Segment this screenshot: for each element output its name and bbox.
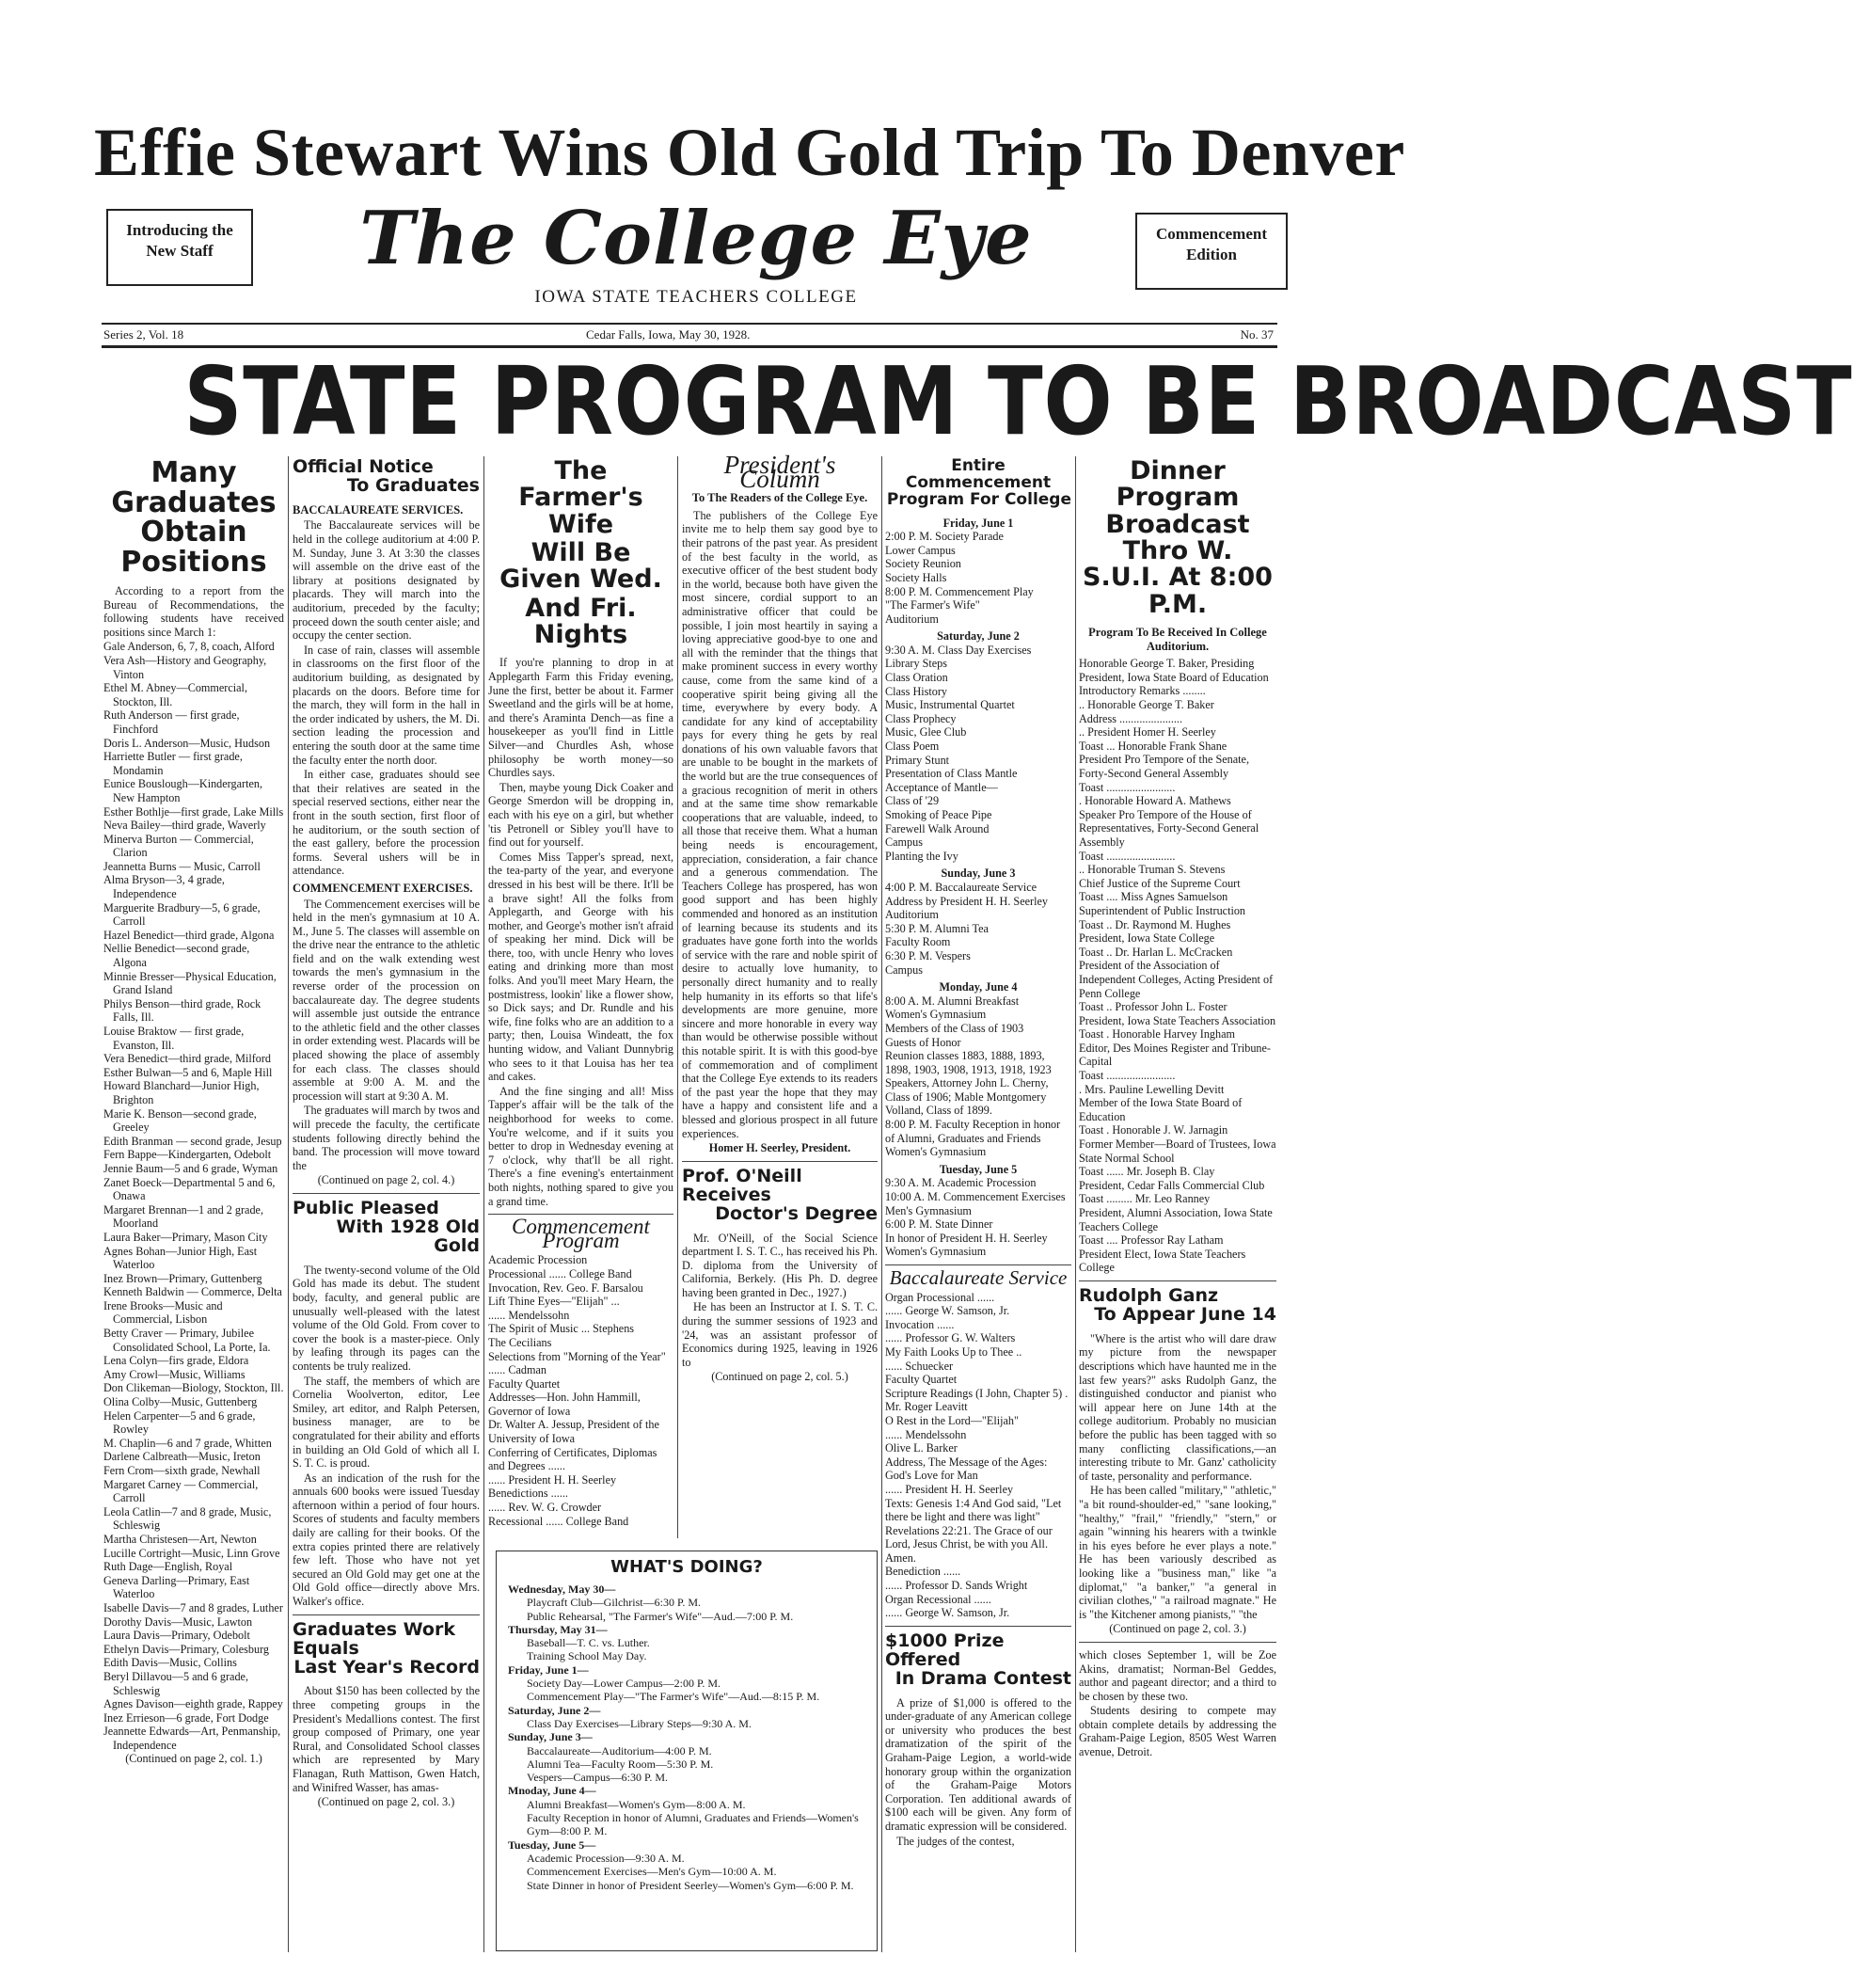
column-rule [881, 456, 882, 1952]
schedule-day: Saturday, June 2 [937, 629, 1020, 644]
graduate-placement: Don Clikeman—Biology, Stockton, Ill. [103, 1381, 284, 1395]
graduate-placement: Esther Bothlje—first grade, Lake Mills [103, 804, 284, 819]
ganz-paragraph: "Where is the artist who will dare draw my picture from the newspaper descriptions which have haunted me in the last few years?" asks Rudolph Ganz, the distinguished conductor and pianist who will appear here on June 14th at the college auditorium. Probably no musician before the public has been tagged with so many conflicting classifications,—an interesting tribute to Mr. Ganz' catholicity of taste, personality and performance. [1079, 1331, 1276, 1483]
schedule-line: Class of '29 [885, 794, 940, 808]
whats-doing-day: Mnoday, June 4— [508, 1784, 596, 1798]
baccalaureate-line: Invocation ...... [885, 1317, 955, 1331]
program-line: Recessional ...... College Band [488, 1514, 629, 1528]
schedule-line: 6:30 P. M. Vespers [885, 948, 971, 962]
column-graduates [103, 456, 284, 1962]
baccalaureate-line: Organ Recessional ...... [885, 1592, 991, 1606]
schedule-line: "The Farmer's Wife" [885, 598, 980, 612]
dinner-program-line: President, Cedar Falls Commercial Club [1079, 1178, 1265, 1192]
drama-contest-headline-a: $1000 Prize Offered [885, 1630, 1005, 1670]
dinner-program-line: President Elect, Iowa State Teachers College [1079, 1247, 1246, 1275]
baccalaureate-line: ...... Professor D. Sands Wright [885, 1579, 1028, 1593]
drama-contest-headline-b: In Drama Contest [895, 1667, 1071, 1689]
whats-doing-event: Baseball—T. C. vs. Luther. [527, 1636, 650, 1650]
dinner-program-line: Toast .. Professor John L. Foster [1079, 1000, 1227, 1014]
graduate-placement: Eunice Bouslough—Kindergarten, New Hampton [103, 777, 263, 804]
graduate-placement: Ruth Dage—English, Royal [103, 1560, 233, 1574]
schedule-line: Library Steps [885, 657, 948, 671]
graduate-placement: Louise Braktow — first grade, Evanston, Ill. [103, 1025, 245, 1052]
baccalaureate-line: O Rest in the Lord—"Elijah" [885, 1413, 1019, 1427]
graduate-placement: Alma Bryson—3, 4 grade, Independence [103, 873, 225, 901]
dateline-bar [102, 323, 1277, 348]
dinner-program-line: Speaker Pro Tempore of the House of Representatives, Forty-Second General Assembly [1079, 807, 1259, 849]
schedule-line: Music, Glee Club [885, 725, 967, 740]
graduate-placement: Olina Colby—Music, Guttenberg [103, 1395, 258, 1409]
column-presidents [682, 451, 878, 1538]
program-line: Benedictions ...... [488, 1487, 568, 1501]
whats-doing-event: State Dinner in honor of President Seerley—Women's Gym—6:00 P. M. [527, 1878, 854, 1892]
dinner-program-line: Toast . Honorable Harvey Ingham [1079, 1027, 1235, 1042]
graduate-placement: Agnes Bohan—Junior High, East Waterloo [103, 1244, 258, 1272]
graduate-placement: Vera Ash—History and Geography, Vinton [103, 653, 267, 681]
dinner-program-line: President, Alumni Association, Iowa State Teachers College [1079, 1206, 1273, 1233]
drama-contest-paragraph: A prize of $1,000 is offered to the under-graduate of any American college or university who produces the best dramatization of the spirit of the Graham-Paige Legion, a world-wide honorary group within the organization of the Graham-Paige Motors Corporation. Ten additional awards of $100 each will be given. Any form of dramatic expression will be considered. [885, 1695, 1071, 1833]
schedule-list [885, 517, 1071, 1259]
program-line: Faculty Quartet [488, 1376, 561, 1391]
drama-contest-paragraph: The judges of the contest, [896, 1834, 1015, 1848]
schedule-line: Farewell Walk Around [885, 821, 990, 835]
commencement-program-list [488, 1253, 673, 1528]
ganz-headline-b: To Appear June 14 [1094, 1303, 1276, 1325]
oneill-paragraph: Mr. O'Neill, of the Social Science department I. S. T. C., has received his Ph. D. diploma from the University of California, Berkely. (His Ph. D. degree having been granted in Dec., 1927.) [682, 1231, 878, 1299]
dinner-program-line: Member of the Iowa State Board of Education [1079, 1096, 1243, 1123]
schedule-day: Sunday, June 3 [941, 867, 1016, 881]
dinner-program-line: Chief Justice of the Supreme Court [1079, 876, 1241, 890]
schedule-line: Campus [885, 962, 923, 977]
schedule-line: 6:00 P. M. State Dinner [885, 1217, 993, 1232]
graduate-placement: Helen Carpenter—5 and 6 grade, Rowley [103, 1408, 256, 1437]
schedule-headline-b: Program For College [886, 489, 1071, 509]
work-record-headline-b: Last Year's Record [293, 1656, 480, 1678]
schedule-line: Reunion classes 1883, 1888, 1893, 1898, 1903, 1908, 1913, 1918, 1923 [885, 1049, 1052, 1076]
baccalaureate-line: Faculty Quartet [885, 1373, 958, 1387]
graduate-placement: Beryl Dillavou—5 and 6 grade, Schleswig [103, 1669, 248, 1697]
schedule-line: Auditorium [885, 612, 939, 626]
dinner-program-line: Superintendent of Public Instruction [1079, 903, 1246, 917]
graduate-placement: Laura Davis—Primary, Odebolt [103, 1629, 250, 1643]
dinner-program-line: .. Honorable George T. Baker [1079, 698, 1214, 712]
notice-paragraph: The Baccalaureate services will be held in the college auditorium at 4:00 P. M. Sunday, June 3. At 3:30 the classes will assemble on the drive east of the library at positions designated by placards. They will march into the auditorium, preceded by the faculty; proceed down the south center aisle; and occupy the center section. [293, 518, 480, 643]
top-headline: Effie Stewart Wins Old Gold Trip To Denver [94, 115, 1405, 190]
baccalaureate-line: My Faith Looks Up to Thee .. [885, 1344, 1022, 1359]
program-line: Addresses—Hon. John Hammill, Governor of Iowa [488, 1391, 641, 1418]
graduate-placement: Minnie Bresser—Physical Education, Grand Island [103, 969, 277, 997]
graduate-placement: Hazel Benedict—third grade, Algona [103, 928, 275, 942]
program-line: Dr. Walter A. Jessup, President of the University of Iowa [488, 1418, 659, 1446]
graduate-placement: Fern Bappe—Kindergarten, Odebolt [103, 1148, 272, 1162]
graduate-placement: Marguerite Bradbury—5, 6 grade, Carroll [103, 900, 261, 929]
divider [1079, 1642, 1276, 1643]
baccalaureate-line: Texts: Genesis 1:4 And God said, "Let there be light and there was light" [885, 1496, 1062, 1524]
graduate-placement: Zanet Boeck—Departmental 5 and 6, Onawa [103, 1175, 276, 1203]
schedule-line: Class Prophecy [885, 711, 957, 725]
program-line: ...... Rev. W. G. Crowder [488, 1501, 602, 1515]
schedule-day: Friday, June 1 [942, 516, 1014, 530]
baccalaureate-line: Revelations 22:21. The Grace of our Lord, Jesus Christ, be with you All. Amen. [885, 1523, 1053, 1565]
graduate-placement: Harriette Butler — first grade, Mondamin [103, 750, 243, 777]
graduate-placement: Inez Brown—Primary, Guttenberg [103, 1271, 262, 1285]
drama-contest-cont-paragraph: Students desiring to compete may obtain complete details by addressing the Graham-Paige Legion, 8505 West Warren avenue, Detroit. [1079, 1704, 1276, 1759]
schedule-line: Women's Gymnasium [885, 1145, 987, 1159]
program-line: Lift Thine Eyes—"Elijah" ... [488, 1295, 620, 1309]
schedule-day: Monday, June 4 [939, 980, 1018, 994]
schedule-line: Society Reunion [885, 557, 961, 571]
program-line: The Cecilians [488, 1335, 552, 1349]
program-line: ...... Mendelssohn [488, 1308, 570, 1322]
dinner-program-line: Toast ......... Mr. Leo Ranney [1079, 1192, 1211, 1206]
schedule-line: Primary Stunt [885, 753, 950, 767]
column-rule [1075, 456, 1076, 1952]
baccalaureate-service-list [885, 1291, 1071, 1620]
baccalaureate-service-headline: Baccalaureate Service [889, 1266, 1068, 1289]
graduate-placement: Howard Blanchard—Junior High, Brighton [103, 1079, 260, 1106]
schedule-line: Class History [885, 684, 948, 698]
farmers-wife-headline-a: The Farmer's Wife [518, 456, 643, 539]
whats-doing-event: Training School May Day. [527, 1649, 647, 1663]
notice-continued: (Continued on page 2, col. 4.) [317, 1173, 455, 1187]
dinner-headline-c: S.U.I. At 8:00 P.M. [1083, 563, 1273, 619]
whats-doing-event: Baccalaureate—Auditorium—4:00 P. M. [527, 1743, 712, 1757]
column-rule [483, 456, 484, 1952]
farmers-wife-paragraph: Then, maybe young Dick Coaker and George Smerdon will be dropping in, each with his eye on a girl, but whether 'tis Petronell or Sibley you'll have to find out for yourself. [488, 780, 673, 850]
graduate-placement: Minerva Burton — Commercial, Clarion [103, 832, 254, 860]
dinner-program-line: .. Honorable Truman S. Stevens [1079, 863, 1226, 877]
baccalaureate-line: Address, The Message of the Ages: God's Love for Man [885, 1455, 1048, 1483]
graduate-placement: Laura Baker—Primary, Mason City [103, 1230, 268, 1244]
baccalaureate-line: Scripture Readings (I John, Chapter 5) . Mr. Roger Leavitt [885, 1386, 1069, 1414]
whats-doing-event: Commencement Exercises—Men's Gym—10:00 A. M. [527, 1865, 777, 1879]
graduate-placement: Doris L. Anderson—Music, Hudson [103, 736, 271, 750]
dinner-program-line: Address ...................... [1079, 711, 1183, 725]
column-official-notice [293, 456, 480, 1962]
old-gold-paragraph: As an indication of the rush for the annuals 600 books were issued Tuesday afternoon within a period of four hours. Scores of students and faculty members daily are calling for their books. Of the extra copies printed there are relatively few left. Those who have not yet secured an Old Gold may get one at the Old Gold office—directly above Mrs. Walker's office. [293, 1471, 480, 1609]
dinner-program-line: Toast ... Honorable Frank Shane [1079, 739, 1227, 753]
graduate-placement: Geneva Darling—Primary, East Waterloo [103, 1573, 250, 1601]
dinner-program-line: Toast ........................ [1079, 780, 1176, 794]
graduate-placement: Inez Errieson—6 grade, Fort Dodge [103, 1710, 269, 1725]
whats-doing-day: Friday, June 1— [508, 1662, 589, 1677]
schedule-line: 5:30 P. M. Alumni Tea [885, 921, 989, 935]
graduate-placement: Gale Anderson, 6, 7, 8, coach, Alford [103, 640, 275, 654]
schedule-line: 9:30 A. M. Academic Procession [885, 1176, 1037, 1190]
presidents-column-to: To The Readers of the College Eye. [691, 491, 868, 505]
whats-doing-day: Wednesday, May 30— [508, 1582, 616, 1596]
old-gold-paragraph: The staff, the members of which are Cornelia Woolverton, editor, Lee Smiley, art editor, and Ralph Petersen, business manager, are to be congratulated for their ability and efforts in building an Old Gold of which all I. S. T. C. is proud. [293, 1374, 480, 1471]
ear-left-box: Introducing the New Staff [106, 209, 253, 286]
graduate-placement: Ruth Anderson — first grade, Finchford [103, 708, 240, 736]
dinner-program-list [1079, 657, 1276, 1275]
whats-doing-event: Alumni Breakfast—Women's Gym—8:00 A. M. [527, 1797, 746, 1811]
column-rule [288, 456, 289, 1952]
commencement-program-headline: Commencement Program [512, 1215, 650, 1252]
schedule-line: Class Poem [885, 740, 940, 754]
graduate-placement: Fern Crom—sixth grade, Newhall [103, 1464, 261, 1477]
graduate-placement: Lena Colyn—firs grade, Eldora [103, 1354, 249, 1368]
schedule-day: Tuesday, June 5 [939, 1162, 1018, 1176]
graduates-headline: Many Graduates Obtain Positions [111, 456, 277, 579]
schedule-line: Address by President H. H. Seerley [885, 894, 1048, 908]
graduate-placement: Philys Benson—third grade, Rock Falls, Ill. [103, 996, 261, 1025]
presidents-column-headline: President's Column [723, 451, 836, 493]
divider [885, 1264, 1071, 1265]
baccalaureate-subhead: BACCALAUREATE SERVICES. [293, 502, 464, 517]
dinner-program-line: President, Iowa State Teachers Association [1079, 1013, 1276, 1027]
schedule-line: 2:00 P. M. Society Parade [885, 530, 1004, 544]
banner-headline: STATE PROGRAM TO BE BROADCAST [183, 346, 1853, 456]
dinner-program-line: . Mrs. Pauline Lewelling Devitt [1079, 1082, 1225, 1096]
old-gold-headline-a: Public Pleased [293, 1197, 439, 1218]
dinner-program-line: Introductory Remarks ........ [1079, 684, 1206, 698]
graduates-intro: According to a report from the Bureau of Recommendations, the following students have received positions since March 1: [103, 584, 284, 639]
dinner-program-line: Toast .. Dr. Raymond M. Hughes [1079, 917, 1231, 931]
baccalaureate-line: ...... Professor G. W. Walters [885, 1331, 1016, 1345]
graduates-continued: (Continued on page 2, col. 1.) [125, 1752, 262, 1766]
farmers-wife-paragraph: If you're planning to drop in at Applegarth Farm this Friday evening, June the first, better be about it. Farmer Sweetland and the girls will be at home, and there's Araminta Dench—as fine a housekeeper as you'll find in Little Silver—and Churdles Ash, whose philosophy be worth money—so Churdles says. [488, 656, 673, 780]
column-commencement-schedule [885, 456, 1071, 1962]
notice-paragraph: The graduates will march by twos and will precede the faculty, the certificate students following directly behind the band. The procession will move toward the [293, 1104, 480, 1172]
whats-doing-event: Society Day—Lower Campus—2:00 P. M. [527, 1677, 721, 1691]
divider [885, 1626, 1071, 1627]
dinner-headline-a: Dinner Program [1116, 456, 1240, 513]
schedule-line: Music, Instrumental Quartet [885, 698, 1015, 712]
issue-date: Cedar Falls, Iowa, May 30, 1928. [586, 327, 751, 342]
divider [293, 1193, 480, 1194]
series-volume: Series 2, Vol. 18 [103, 327, 184, 342]
column-farmers-wife [488, 456, 673, 1538]
dinner-program-line: Toast ...... Mr. Joseph B. Clay [1079, 1165, 1215, 1179]
schedule-line: Smoking of Peace Pipe [885, 808, 992, 821]
baccalaureate-line: ...... Mendelssohn [885, 1427, 967, 1441]
whats-doing-day: Saturday, June 2— [508, 1703, 601, 1717]
program-line: Conferring of Certificates, Diplomas and Degrees ...... [488, 1445, 657, 1473]
graduate-placement: Lucille Cortright—Music, Linn Grove [103, 1546, 280, 1560]
whats-doing-list [497, 1582, 877, 1892]
schedule-line: 4:00 P. M. Baccalaureate Service [885, 880, 1037, 894]
schedule-line: Men's Gymnasium [885, 1203, 972, 1217]
presidents-column-paragraph: The publishers of the College Eye invite me to help them say good bye to their patrons of the past year. As president of the best faculty in the world, as executive officer of the best student body in the world, because both have given the most sincere, cordial support to an administrative officer that could be possible, I join most heartily in saying a loving appreciative good-bye to one and all with the reminder that the things that make prominent success in every worthy cause, come from the same kind of a cooperative spirit being giving all the time, everywhere by every body. A candidate for any kind of acceptability pays for every thing he gets by real donations of his own valuable favors that are unable to be bought in the markets of the world but are the true consequences of a gracious recognition of merit in others and at the same time show remarkable cooperations that are valuable, indeed, to all those that receive them. What a human being needs is encouragement, appreciation, consideration, a fair chance and a generous commendation. The Teachers College has prospered, has won good support and has been highly commended and honored as an institution of learning because its students and its graduates have gone forth into the worlds of service with the rare and noble spirit of desire to actually love humanity, to personally direct humanity and to really help humanity in its efforts so that life's developments are more genuine, more sincere and more honorable in every way than would be otherwise possible without this notable spirit. It is with this good-bye of commemoration and of compliment that the College Eye extends to its readers of the past year the hope that they may have a happy and consistent life and a blessed and glorious prospect in all future experiences. [682, 508, 878, 1140]
schedule-line: Guests of Honor [885, 1035, 961, 1049]
farmers-wife-paragraph: Comes Miss Tapper's spread, next, the tea-party of the year, and everyone dressed in his best will be there. It'll be a brave sight! All the folks from Applegarth, and George with his mother, and George's mother isn't afraid of speaking her mind. Dick will be there, too, with uncle Henry who loves eating and drinking more than most folks. And you'll meet Mary Hearn, the postmistress, lookin' like a flower show, so Dick says; and Dr. Rundle and his wife, fine folks who are an addition to a party; then, Louisa Windeatt, the fox hunting widow, and Valiant Dunnybrig who sees to it that Louisa has her tea and cakes. [488, 850, 673, 1084]
schedule-line: Planting the Ivy [885, 849, 958, 863]
graduate-placement: Ethel M. Abney—Commercial, Stockton, Ill. [103, 681, 247, 708]
masthead-title: The College Eye [359, 196, 1033, 281]
graduate-placement: M. Chaplin—6 and 7 grade, Whitten [103, 1436, 272, 1450]
oneill-continued: (Continued on page 2, col. 5.) [711, 1370, 848, 1384]
whats-doing-event: Academic Procession—9:30 A. M. [527, 1851, 685, 1865]
schedule-line: Presentation of Class Mantle [885, 767, 1018, 781]
oneill-headline-b: Doctor's Degree [715, 1202, 878, 1224]
whats-doing-day: Sunday, June 3— [508, 1730, 593, 1744]
dinner-program-line: Toast .... Miss Agnes Samuelson [1079, 890, 1228, 904]
graduate-placement: Ethelyn Davis—Primary, Colesburg [103, 1642, 270, 1656]
work-record-headline-a: Graduates Work Equals [293, 1618, 455, 1659]
dinner-program-line: Toast .. Dr. Harlan L. McCracken [1079, 945, 1233, 959]
commencement-subhead: COMMENCEMENT EXERCISES. [293, 881, 473, 895]
presidents-signature: Homer H. Seerley, President. [708, 1141, 851, 1155]
whats-doing-event: Playcraft Club—Gilchrist—6:30 P. M. [527, 1596, 701, 1610]
whats-doing-event: Public Rehearsal, "The Farmer's Wife"—Aud.—7:00 P. M. [527, 1609, 794, 1623]
dinner-program-line: .. President Homer H. Seerley [1079, 725, 1216, 740]
whats-doing-event: Vespers—Campus—6:30 P. M. [527, 1771, 669, 1785]
graduate-placement: Martha Christesen—Art, Newton [103, 1532, 257, 1546]
issue-number: No. 37 [1240, 327, 1274, 342]
farmers-wife-paragraph: And the fine singing and all! Miss Tapper's affair will be the talk of the neighborhood for weeks to come. You're welcome, and if it suits you better to drop in Wednesday evening at 7 o'clock, why that'll be all right. There's a fine evening's entertainment both nights, nothing spared to give you a grand time. [488, 1084, 673, 1208]
dinner-program-line: President, Iowa State College [1079, 931, 1215, 946]
schedule-line: 8:00 P. M. Commencement Play [885, 584, 1034, 598]
work-record-paragraph: About $150 has been collected by the three competing groups in the President's Medallions contest. The first group composed of Primary, one year Rural, and Consolidated School classes which are represented by Mary Flanagan, Ruth Mattison, Gwen Hatch, and Winifred Wasser, has amas- [293, 1684, 480, 1794]
baccalaureate-line: Organ Processional ...... [885, 1290, 995, 1304]
baccalaureate-line: ...... Schuecker [885, 1359, 954, 1373]
graduate-placement: Vera Benedict—third grade, Milford [103, 1052, 272, 1066]
program-line: Academic Procession [488, 1253, 588, 1267]
dinner-program-line: Toast . Honorable J. W. Jarnagin [1079, 1123, 1228, 1137]
baccalaureate-line: Olive L. Barker [885, 1441, 958, 1455]
farmers-wife-headline-c: And Fri. Nights [525, 593, 637, 650]
dinner-program-line: Honorable George T. Baker, Presiding [1079, 657, 1255, 671]
graduate-placement: Leola Catlin—7 and 8 grade, Music, Schleswig [103, 1504, 272, 1533]
notice-paragraph: In case of rain, classes will assemble in classrooms on the first floor of the auditorium building, as designated by placards on the doors. Before time for the march, they will form in the hall in the order indicated by ushers, the M. Di. section leading the procession and entering the south door at the same time the faculty enter the north door. [293, 643, 480, 767]
graduate-placement: Agnes Davison—eighth grade, Rappey [103, 1697, 283, 1711]
graduate-placement: Kenneth Baldwin — Commerce, Delta [103, 1285, 282, 1299]
dinner-program-line: Editor, Des Moines Register and Tribune-Capital [1079, 1041, 1271, 1069]
program-line: Invocation, Rev. Geo. F. Barsalou [488, 1280, 643, 1295]
schedule-line: Class Oration [885, 671, 948, 685]
ganz-paragraph: He has been called "military," "athletic," "a bit round-shoulder-ed," "sane looking," "healthy," "frail," "friendly," "stern," or again "winning his hearers with a twinkle in his eyes before he ever plays a note." He has been variously described as looking like a "business man," like "a diplomat," "a banker," "a general in civilian clothes," "a railroad magnate." He is "the Kitchener among pianists," "the [1079, 1484, 1276, 1621]
school-name: IOWA STATE TEACHERS COLLEGE [534, 287, 858, 307]
dinner-program-line: . Honorable Howard A. Mathews [1079, 794, 1231, 808]
drama-contest-cont-paragraph: which closes September 1, will be Zoe Akins, dramatist; Norman-Bel Geddes, author and pageant director; and a third to be chosen by these two. [1079, 1647, 1276, 1703]
old-gold-headline-b: With 1928 Old Gold [336, 1216, 480, 1256]
schedule-line: Lower Campus [885, 543, 956, 557]
graduate-placement: Irene Brooks—Music and Commercial, Lisbon [103, 1298, 223, 1327]
schedule-line: 9:30 A. M. Class Day Exercises [885, 643, 1032, 657]
program-line: ...... President H. H. Seerley [488, 1472, 617, 1487]
graduate-placement: Margaret Brennan—1 and 2 grade, Moorland [103, 1202, 263, 1231]
schedule-line: In honor of President H. H. Seerley [885, 1231, 1048, 1245]
whats-doing-title: WHAT'S DOING? [610, 1557, 763, 1577]
column-rule [677, 456, 678, 1538]
dinner-program-line: President Pro Tempore of the Senate, Forty-Second General Assembly [1079, 753, 1250, 780]
graduate-placement: Jeannette Edwards—Art, Penmanship, Independence [103, 1725, 281, 1752]
schedule-line: Campus [885, 835, 923, 850]
baccalaureate-line: Benediction ...... [885, 1565, 961, 1579]
old-gold-paragraph: The twenty-second volume of the Old Gold has made its debut. The student body, faculty, and general public are unusually well-pleased with the latest volume of the Old Gold. From cover to cover the book is a master-piece. Only by leafing through its pages can the contents be truly realized. [293, 1263, 480, 1373]
graduate-placement: Edith Davis—Music, Collins [103, 1656, 237, 1670]
dinner-headline-b: Broadcast Thro W. [1105, 509, 1250, 566]
whats-doing-box [496, 1551, 878, 1951]
schedule-line: Members of the Class of 1903 [885, 1021, 1024, 1035]
baccalaureate-line: ...... George W. Samson, Jr. [885, 1304, 1010, 1318]
program-line: Processional ...... College Band [488, 1266, 632, 1280]
work-record-continued: (Continued on page 2, col. 3.) [317, 1795, 455, 1809]
ear-right-box: Commencement Edition [1135, 213, 1288, 290]
ganz-headline-a: Rudolph Ganz [1079, 1284, 1219, 1306]
schedule-line: Speakers, Attorney John L. Cherny, Class of 1906; Mable Montgomery Volland, Class of 1899. [885, 1076, 1049, 1118]
whats-doing-event: Commencement Play—"The Farmer's Wife"—Aud.—8:15 P. M. [527, 1690, 820, 1704]
notice-headline-b: To Graduates [346, 474, 480, 496]
whats-doing-event: Class Day Exercises—Library Steps—9:30 A. M. [527, 1716, 752, 1730]
oneill-paragraph: He has been an Instructor at I. S. T. C. during the summer sessions of 1923 and '24, was an assistant professor of Economics during 1925, leaving in 1926 to [682, 1300, 878, 1369]
baccalaureate-line: ...... President H. H. Seerley [885, 1482, 1014, 1496]
graduate-placement: Marie K. Benson—second grade, Greeley [103, 1106, 257, 1135]
dinner-program-line: Toast ........................ [1079, 1069, 1176, 1083]
graduate-placement: Dorothy Davis—Music, Lawton [103, 1614, 253, 1629]
graduate-placement: Jennie Baum—5 and 6 grade, Wyman [103, 1161, 278, 1175]
program-line: The Spirit of Music ... Stephens [488, 1322, 635, 1336]
graduate-placement: Betty Craver — Primary, Jubilee Consolidated School, La Porte, Ia. [103, 1327, 271, 1354]
schedule-line: Society Halls [885, 570, 947, 584]
graduate-placement: Amy Crowl—Music, Williams [103, 1367, 245, 1381]
schedule-line: Faculty Room [885, 935, 951, 949]
dinner-program-line: President of the Association of Independent Colleges, Acting President of Penn College [1079, 959, 1274, 1000]
divider [1079, 1280, 1276, 1281]
column-dinner-program [1079, 456, 1276, 1962]
graduate-placement: Nellie Benedict—second grade, Algona [103, 942, 250, 970]
schedule-line: Auditorium [885, 908, 939, 922]
whats-doing-event: Alumni Tea—Faculty Room—5:30 P. M. [527, 1757, 714, 1771]
dinner-program-line: President, Iowa State Board of Education [1079, 670, 1269, 684]
ganz-continued: (Continued on page 2, col. 3.) [1109, 1622, 1246, 1636]
dinner-program-line: Toast ........................ [1079, 849, 1176, 863]
divider [682, 1161, 878, 1162]
graduate-placement: Margaret Carney — Commercial, Carroll [103, 1477, 259, 1505]
schedule-line: 8:00 A. M. Alumni Breakfast [885, 994, 1020, 1008]
schedule-line: 10:00 A. M. Commencement Exercises [885, 1190, 1066, 1204]
dinner-program-line: Toast .... Professor Ray Latham [1079, 1233, 1224, 1248]
farmers-wife-headline-b: Will Be Given Wed. [499, 538, 662, 595]
graduate-placement: Esther Bulwan—5 and 6, Maple Hill [103, 1065, 273, 1079]
graduate-placement: Edith Branman — second grade, Jesup [103, 1134, 282, 1148]
dinner-program-line: Former Member—Board of Trustees, Iowa State Normal School [1079, 1137, 1276, 1165]
divider [293, 1614, 480, 1615]
graduate-placement: Isabelle Davis—7 and 8 grades, Luther [103, 1600, 283, 1614]
whats-doing-event: Faculty Reception in honor of Alumni, Graduates and Friends—Women's Gym—8:00 P. M. [527, 1811, 859, 1838]
schedule-headline-a: Entire Commencement [905, 456, 1052, 492]
program-line: Selections from "Morning of the Year" ...... Cadman [488, 1349, 666, 1377]
baccalaureate-line: ...... George W. Samson, Jr. [885, 1606, 1010, 1620]
notice-paragraph: In either case, graduates should see that their relatives are seated in the special reserved sections, either near the front in the south section, first floor of he auditorium, or the south section of the east gallery, before the procession forms. Several ushers will be in attendance. [293, 768, 480, 878]
graduates-list [103, 640, 284, 1752]
schedule-line: Acceptance of Mantle— [885, 780, 998, 794]
notice-paragraph: The Commencement exercises will be held in the men's gymnasium at 10 A. M., June 5. The classes will assemble on the drive near the entrance to the athletic field and on the walk extending west towards the men's gymnasium in the reverse order of the procession on baccalaureate day. The degree students will assemble just outside the entrance to the athletic field and the other classes in order extending west. Placards will be placed showing the place of assembly for each class. The classes should assemble at 9:00 A. M. and the procession will start at 9:30 A. M. [293, 897, 480, 1103]
notice-headline-a: Official Notice [293, 456, 434, 477]
schedule-line: Women's Gymnasium [885, 1008, 987, 1022]
whats-doing-day: Thursday, May 31— [508, 1622, 608, 1636]
dinner-subhead: Program To Be Received In College Auditorium. [1088, 626, 1267, 653]
graduate-placement: Darlene Calbreath—Music, Ireton [103, 1450, 261, 1464]
graduate-placement: Neva Bailey—third grade, Waverly [103, 819, 266, 833]
oneill-headline-a: Prof. O'Neill Receives [682, 1165, 802, 1205]
schedule-line: 8:00 P. M. Faculty Reception in honor of Alumni, Graduates and Friends [885, 1118, 1061, 1145]
graduate-placement: Jeannetta Burns — Music, Carroll [103, 859, 261, 873]
whats-doing-day: Tuesday, June 5— [508, 1837, 596, 1852]
schedule-line: Women's Gymnasium [885, 1245, 987, 1259]
